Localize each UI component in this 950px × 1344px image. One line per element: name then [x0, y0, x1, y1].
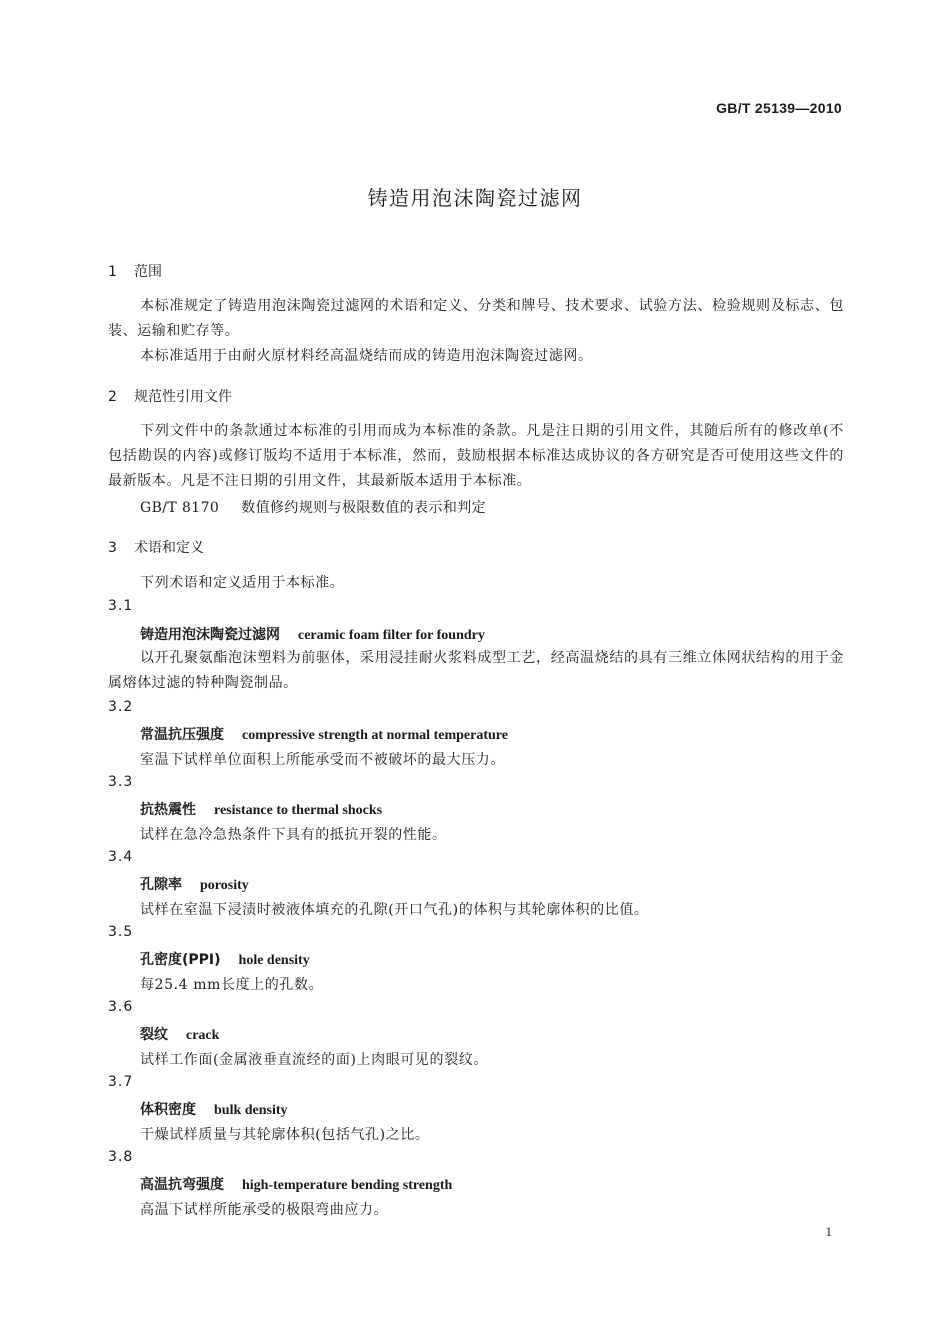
- term-number: 3.3: [108, 774, 134, 790]
- section-number: 1: [108, 264, 117, 280]
- section-title: 范围: [134, 264, 162, 280]
- term-name: [140, 799, 382, 819]
- term-definition: 试样在室温下浸渍时被液体填充的孔隙(开口气孔)的体积与其轮廓体积的比值。: [140, 902, 649, 918]
- section-number: 2: [108, 389, 117, 405]
- term-name-cn: 常温抗压强度: [140, 727, 224, 743]
- section-2-paragraph: 下列文件中的条款通过本标准的引用而成为本标准的条款。凡是注日期的引用文件，其随后所有的修改单(不包括勘误的内容)或修订版均不适用于本标准，然而，鼓励根据本标准达成协议的各方研究是否可使用这些文件的最新版本。凡是不注日期的引用文件，其最新版本适用于本标准。: [108, 423, 844, 489]
- section-3-intro: 下列术语和定义适用于本标准。: [140, 575, 345, 591]
- term-name-en: hole density: [238, 953, 310, 968]
- standard-code: GB/T 25139—2010: [716, 100, 842, 116]
- term-name-cn: 孔密度(PPI): [140, 952, 221, 968]
- term-number: 3.4: [108, 849, 134, 865]
- term-name-cn: 高温抗弯强度: [140, 1177, 224, 1193]
- term-definition: 试样工作面(金属液垂直流经的面)上肉眼可见的裂纹。: [140, 1052, 488, 1068]
- term-number: 3.8: [108, 1149, 134, 1165]
- term-name: [140, 1024, 219, 1044]
- term-name-en: crack: [186, 1028, 220, 1043]
- term-definition: 以开孔聚氨酯泡沫塑料为前驱体，采用浸挂耐火浆料成型工艺，经高温烧结的具有三维立体网状结构的用于金属熔体过滤的特种陶瓷制品。: [108, 650, 844, 691]
- term-name-en: ceramic foam filter for foundry: [298, 628, 485, 643]
- section-1-heading: [108, 261, 162, 281]
- term-name-en: bulk density: [214, 1103, 288, 1118]
- term-definition: 干燥试样质量与其轮廓体积(包括气孔)之比。: [140, 1127, 430, 1143]
- term-number: 3.7: [108, 1074, 134, 1090]
- term-name-en: resistance to thermal shocks: [214, 803, 383, 818]
- term-name-cn: 铸造用泡沫陶瓷过滤网: [140, 627, 280, 643]
- page-number: 1: [825, 1224, 832, 1239]
- reference-code: GB/T 8170: [140, 500, 220, 516]
- section-title: 术语和定义: [134, 540, 204, 556]
- section-3-heading: [108, 537, 204, 557]
- term-name-cn: 裂纹: [140, 1027, 168, 1043]
- section-1-paragraph-2: 本标准适用于由耐火原材料经高温烧结而成的铸造用泡沫陶瓷过滤网。: [140, 348, 593, 364]
- term-name: [140, 874, 249, 894]
- section-number: 3: [108, 540, 117, 556]
- term-number: 3.5: [108, 924, 134, 940]
- normative-reference: [140, 497, 486, 517]
- term-number: 3.2: [108, 699, 134, 715]
- document-title: 铸造用泡沫陶瓷过滤网: [367, 186, 583, 210]
- term-name: [140, 1099, 288, 1119]
- term-definition: 每25.4 mm长度上的孔数。: [140, 977, 324, 993]
- term-name-en: high-temperature bending strength: [242, 1178, 453, 1193]
- reference-title: 数值修约规则与极限数值的表示和判定: [241, 500, 487, 516]
- term-name-en: compressive strength at normal temperature: [242, 728, 508, 743]
- term-name: [140, 724, 508, 744]
- term-name: [140, 624, 485, 644]
- section-title: 规范性引用文件: [134, 389, 232, 405]
- section-1-paragraph-1: 本标准规定了铸造用泡沫陶瓷过滤网的术语和定义、分类和牌号、技术要求、试验方法、检验规则及标志、包装、运输和贮存等。: [108, 298, 844, 339]
- term-name: [140, 949, 310, 969]
- term-name-cn: 抗热震性: [140, 802, 196, 818]
- term-definition: 室温下试样单位面积上所能承受而不被破坏的最大压力。: [140, 752, 505, 768]
- term-name-en: porosity: [200, 878, 249, 893]
- term-name-cn: 体积密度: [140, 1102, 196, 1118]
- term-number: 3.1: [108, 598, 134, 614]
- term-name: [140, 1174, 452, 1194]
- section-2-heading: [108, 386, 232, 406]
- term-number: 3.6: [108, 999, 134, 1015]
- term-definition: 高温下试样所能承受的极限弯曲应力。: [140, 1202, 389, 1218]
- term-name-cn: 孔隙率: [140, 877, 182, 893]
- term-definition: 试样在急冷急热条件下具有的抵抗开裂的性能。: [140, 827, 447, 843]
